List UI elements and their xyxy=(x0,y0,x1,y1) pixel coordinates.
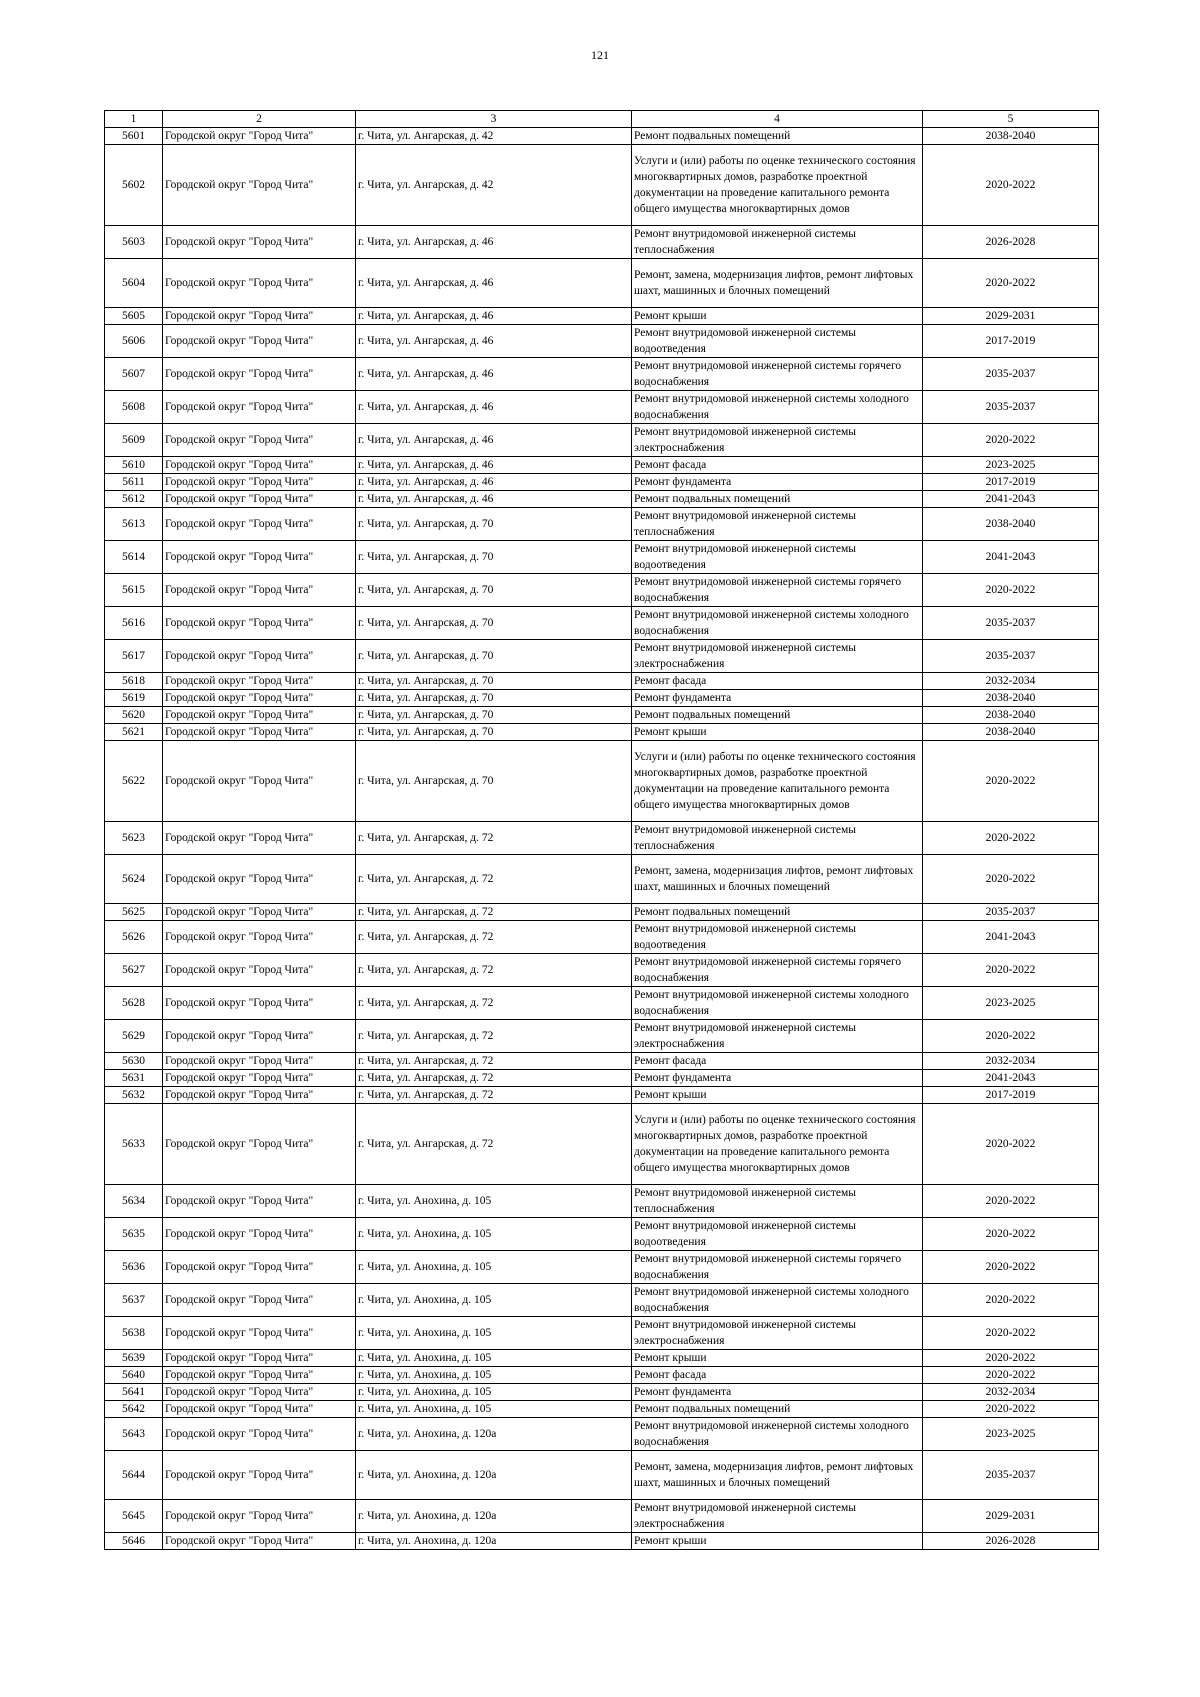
municipality-cell: Городской округ "Город Чита" xyxy=(163,128,356,145)
row-number-cell: 5616 xyxy=(105,607,163,640)
municipality-cell: Городской округ "Город Чита" xyxy=(163,1350,356,1367)
municipality-cell: Городской округ "Город Чита" xyxy=(163,724,356,741)
municipality-cell: Городской округ "Город Чита" xyxy=(163,690,356,707)
work-type-cell: Ремонт внутридомовой инженерной системы холодного водоснабжения xyxy=(632,607,923,640)
row-number-cell: 5626 xyxy=(105,921,163,954)
municipality-cell: Городской округ "Город Чита" xyxy=(163,1020,356,1053)
municipality-cell: Городской округ "Город Чита" xyxy=(163,1087,356,1104)
table-row xyxy=(105,724,1099,741)
municipality-cell: Городской округ "Город Чита" xyxy=(163,325,356,358)
period-cell: 2020-2022 xyxy=(923,424,1099,457)
period-cell: 2020-2022 xyxy=(923,1218,1099,1251)
municipality-cell: Городской округ "Город Чита" xyxy=(163,1053,356,1070)
work-type-cell: Ремонт крыши xyxy=(632,1087,923,1104)
period-cell: 2035-2037 xyxy=(923,1451,1099,1500)
municipality-cell: Городской округ "Город Чита" xyxy=(163,358,356,391)
table-row xyxy=(105,541,1099,574)
municipality-cell: Городской округ "Город Чита" xyxy=(163,1533,356,1550)
municipality-cell: Городской округ "Город Чита" xyxy=(163,1317,356,1350)
work-type-cell: Ремонт внутридомовой инженерной системы водоотведения xyxy=(632,325,923,358)
work-type-cell: Ремонт внутридомовой инженерной системы водоотведения xyxy=(632,541,923,574)
work-type-cell: Ремонт внутридомовой инженерной системы теплоснабжения xyxy=(632,1185,923,1218)
address-cell: г. Чита, ул. Анохина, д. 105 xyxy=(356,1185,632,1218)
address-cell: г. Чита, ул. Ангарская, д. 42 xyxy=(356,145,632,226)
work-type-cell: Ремонт крыши xyxy=(632,724,923,741)
row-number-cell: 5629 xyxy=(105,1020,163,1053)
work-type-cell: Ремонт, замена, модернизация лифтов, ремонт лифтовых шахт, машинных и блочных помещений xyxy=(632,1451,923,1500)
row-number-cell: 5614 xyxy=(105,541,163,574)
row-number-cell: 5606 xyxy=(105,325,163,358)
period-cell: 2020-2022 xyxy=(923,1317,1099,1350)
row-number-cell: 5613 xyxy=(105,508,163,541)
address-cell: г. Чита, ул. Ангарская, д. 72 xyxy=(356,1087,632,1104)
municipality-cell: Городской округ "Город Чита" xyxy=(163,1218,356,1251)
table-row xyxy=(105,1020,1099,1053)
row-number-cell: 5635 xyxy=(105,1218,163,1251)
period-cell: 2020-2022 xyxy=(923,1104,1099,1185)
municipality-cell: Городской округ "Город Чита" xyxy=(163,741,356,822)
table-row xyxy=(105,1317,1099,1350)
table-row xyxy=(105,987,1099,1020)
period-cell: 2041-2043 xyxy=(923,541,1099,574)
period-cell: 2035-2037 xyxy=(923,358,1099,391)
table-row xyxy=(105,1500,1099,1533)
row-number-cell: 5603 xyxy=(105,226,163,259)
work-type-cell: Услуги и (или) работы по оценке технического состояния многоквартирных домов, разработке проектной документации на проведение капитального ремонта общего имущества многоквартирных домов xyxy=(632,1104,923,1185)
work-type-cell: Ремонт внутридомовой инженерной системы холодного водоснабжения xyxy=(632,1418,923,1451)
row-number-cell: 5641 xyxy=(105,1384,163,1401)
municipality-cell: Городской округ "Город Чита" xyxy=(163,1284,356,1317)
address-cell: г. Чита, ул. Ангарская, д. 72 xyxy=(356,1104,632,1185)
table-row xyxy=(105,1251,1099,1284)
address-cell: г. Чита, ул. Ангарская, д. 42 xyxy=(356,128,632,145)
work-type-cell: Ремонт фасада xyxy=(632,673,923,690)
address-cell: г. Чита, ул. Анохина, д. 105 xyxy=(356,1367,632,1384)
row-number-cell: 5638 xyxy=(105,1317,163,1350)
period-cell: 2017-2019 xyxy=(923,325,1099,358)
row-number-cell: 5636 xyxy=(105,1251,163,1284)
address-cell: г. Чита, ул. Ангарская, д. 46 xyxy=(356,391,632,424)
address-cell: г. Чита, ул. Ангарская, д. 70 xyxy=(356,541,632,574)
period-cell: 2038-2040 xyxy=(923,508,1099,541)
table-row xyxy=(105,1070,1099,1087)
row-number-cell: 5617 xyxy=(105,640,163,673)
work-type-cell: Ремонт внутридомовой инженерной системы теплоснабжения xyxy=(632,508,923,541)
address-cell: г. Чита, ул. Ангарская, д. 46 xyxy=(356,259,632,308)
period-cell: 2035-2037 xyxy=(923,904,1099,921)
period-cell: 2020-2022 xyxy=(923,1284,1099,1317)
work-type-cell: Ремонт крыши xyxy=(632,1533,923,1550)
table-row xyxy=(105,1418,1099,1451)
address-cell: г. Чита, ул. Анохина, д. 105 xyxy=(356,1284,632,1317)
row-number-cell: 5639 xyxy=(105,1350,163,1367)
period-cell: 2035-2037 xyxy=(923,607,1099,640)
address-cell: г. Чита, ул. Ангарская, д. 72 xyxy=(356,855,632,904)
row-number-cell: 5634 xyxy=(105,1185,163,1218)
row-number-cell: 5628 xyxy=(105,987,163,1020)
table-row xyxy=(105,1384,1099,1401)
row-number-cell: 5642 xyxy=(105,1401,163,1418)
address-cell: г. Чита, ул. Ангарская, д. 70 xyxy=(356,707,632,724)
municipality-cell: Городской округ "Город Чита" xyxy=(163,1251,356,1284)
work-type-cell: Ремонт внутридомовой инженерной системы горячего водоснабжения xyxy=(632,358,923,391)
work-type-cell: Ремонт внутридомовой инженерной системы электроснабжения xyxy=(632,1500,923,1533)
municipality-cell: Городской округ "Город Чита" xyxy=(163,541,356,574)
row-number-cell: 5646 xyxy=(105,1533,163,1550)
address-cell: г. Чита, ул. Ангарская, д. 70 xyxy=(356,574,632,607)
work-type-cell: Ремонт внутридомовой инженерной системы водоотведения xyxy=(632,1218,923,1251)
period-cell: 2020-2022 xyxy=(923,741,1099,822)
table-row xyxy=(105,1185,1099,1218)
table-row xyxy=(105,1053,1099,1070)
row-number-cell: 5624 xyxy=(105,855,163,904)
period-cell: 2020-2022 xyxy=(923,574,1099,607)
address-cell: г. Чита, ул. Ангарская, д. 46 xyxy=(356,457,632,474)
table-row xyxy=(105,358,1099,391)
row-number-cell: 5632 xyxy=(105,1087,163,1104)
row-number-cell: 5610 xyxy=(105,457,163,474)
address-cell: г. Чита, ул. Ангарская, д. 72 xyxy=(356,904,632,921)
work-type-cell: Ремонт внутридомовой инженерной системы горячего водоснабжения xyxy=(632,1251,923,1284)
municipality-cell: Городской округ "Город Чита" xyxy=(163,954,356,987)
row-number-cell: 5622 xyxy=(105,741,163,822)
municipality-cell: Городской округ "Город Чита" xyxy=(163,391,356,424)
municipality-cell: Городской округ "Город Чита" xyxy=(163,822,356,855)
row-number-cell: 5633 xyxy=(105,1104,163,1185)
work-type-cell: Услуги и (или) работы по оценке технического состояния многоквартирных домов, разработке проектной документации на проведение капитального ремонта общего имущества многоквартирных домов xyxy=(632,741,923,822)
table-row xyxy=(105,1284,1099,1317)
period-cell: 2020-2022 xyxy=(923,1020,1099,1053)
page-number: 121 xyxy=(591,48,609,62)
row-number-cell: 5615 xyxy=(105,574,163,607)
header-row xyxy=(105,111,1099,128)
address-cell: г. Чита, ул. Анохина, д. 105 xyxy=(356,1251,632,1284)
period-cell: 2020-2022 xyxy=(923,259,1099,308)
municipality-cell: Городской округ "Город Чита" xyxy=(163,508,356,541)
municipality-cell: Городской округ "Город Чита" xyxy=(163,904,356,921)
address-cell: г. Чита, ул. Анохина, д. 120а xyxy=(356,1500,632,1533)
address-cell: г. Чита, ул. Ангарская, д. 70 xyxy=(356,673,632,690)
work-type-cell: Ремонт внутридомовой инженерной системы электроснабжения xyxy=(632,640,923,673)
table-row xyxy=(105,1533,1099,1550)
header-cell: 4 xyxy=(632,111,923,128)
table-row xyxy=(105,607,1099,640)
row-number-cell: 5619 xyxy=(105,690,163,707)
address-cell: г. Чита, ул. Ангарская, д. 70 xyxy=(356,607,632,640)
row-number-cell: 5602 xyxy=(105,145,163,226)
row-number-cell: 5620 xyxy=(105,707,163,724)
work-type-cell: Ремонт крыши xyxy=(632,1350,923,1367)
period-cell: 2020-2022 xyxy=(923,954,1099,987)
table-row xyxy=(105,457,1099,474)
row-number-cell: 5605 xyxy=(105,308,163,325)
table-row xyxy=(105,474,1099,491)
municipality-cell: Городской округ "Город Чита" xyxy=(163,457,356,474)
header-cell: 2 xyxy=(163,111,356,128)
work-type-cell: Ремонт фасада xyxy=(632,1367,923,1384)
row-number-cell: 5627 xyxy=(105,954,163,987)
row-number-cell: 5621 xyxy=(105,724,163,741)
period-cell: 2032-2034 xyxy=(923,1053,1099,1070)
table-row xyxy=(105,904,1099,921)
address-cell: г. Чита, ул. Ангарская, д. 70 xyxy=(356,640,632,673)
municipality-cell: Городской округ "Город Чита" xyxy=(163,259,356,308)
period-cell: 2020-2022 xyxy=(923,855,1099,904)
period-cell: 2023-2025 xyxy=(923,1418,1099,1451)
row-number-cell: 5625 xyxy=(105,904,163,921)
header-cell: 5 xyxy=(923,111,1099,128)
municipality-cell: Городской округ "Город Чита" xyxy=(163,1384,356,1401)
work-type-cell: Ремонт внутридомовой инженерной системы теплоснабжения xyxy=(632,822,923,855)
table-body xyxy=(105,111,1099,1550)
address-cell: г. Чита, ул. Анохина, д. 105 xyxy=(356,1350,632,1367)
municipality-cell: Городской округ "Город Чита" xyxy=(163,1451,356,1500)
period-cell: 2035-2037 xyxy=(923,391,1099,424)
period-cell: 2041-2043 xyxy=(923,921,1099,954)
municipality-cell: Городской округ "Город Чита" xyxy=(163,1185,356,1218)
period-cell: 2038-2040 xyxy=(923,707,1099,724)
work-type-cell: Ремонт, замена, модернизация лифтов, ремонт лифтовых шахт, машинных и блочных помещений xyxy=(632,855,923,904)
period-cell: 2026-2028 xyxy=(923,226,1099,259)
period-cell: 2029-2031 xyxy=(923,308,1099,325)
work-type-cell: Ремонт внутридомовой инженерной системы горячего водоснабжения xyxy=(632,574,923,607)
table-row xyxy=(105,1218,1099,1251)
municipality-cell: Городской округ "Город Чита" xyxy=(163,226,356,259)
row-number-cell: 5607 xyxy=(105,358,163,391)
capital-repair-table xyxy=(104,110,1099,1550)
table-row xyxy=(105,226,1099,259)
address-cell: г. Чита, ул. Анохина, д. 120а xyxy=(356,1533,632,1550)
municipality-cell: Городской округ "Город Чита" xyxy=(163,921,356,954)
period-cell: 2020-2022 xyxy=(923,145,1099,226)
address-cell: г. Чита, ул. Анохина, д. 105 xyxy=(356,1317,632,1350)
work-type-cell: Ремонт внутридомовой инженерной системы холодного водоснабжения xyxy=(632,391,923,424)
table-row xyxy=(105,508,1099,541)
table-row xyxy=(105,1104,1099,1185)
work-type-cell: Ремонт подвальных помещений xyxy=(632,491,923,508)
table-row xyxy=(105,145,1099,226)
table-row xyxy=(105,491,1099,508)
period-cell: 2020-2022 xyxy=(923,822,1099,855)
address-cell: г. Чита, ул. Ангарская, д. 72 xyxy=(356,1070,632,1087)
work-type-cell: Ремонт фасада xyxy=(632,1053,923,1070)
municipality-cell: Городской округ "Город Чита" xyxy=(163,607,356,640)
table-row xyxy=(105,1451,1099,1500)
table-row xyxy=(105,391,1099,424)
table-row xyxy=(105,921,1099,954)
municipality-cell: Городской округ "Город Чита" xyxy=(163,1367,356,1384)
row-number-cell: 5618 xyxy=(105,673,163,690)
address-cell: г. Чита, ул. Ангарская, д. 70 xyxy=(356,690,632,707)
address-cell: г. Чита, ул. Анохина, д. 105 xyxy=(356,1218,632,1251)
municipality-cell: Городской округ "Город Чита" xyxy=(163,145,356,226)
table-row xyxy=(105,707,1099,724)
row-number-cell: 5637 xyxy=(105,1284,163,1317)
municipality-cell: Городской округ "Город Чита" xyxy=(163,707,356,724)
municipality-cell: Городской округ "Город Чита" xyxy=(163,640,356,673)
period-cell: 2041-2043 xyxy=(923,1070,1099,1087)
municipality-cell: Городской округ "Город Чита" xyxy=(163,1401,356,1418)
work-type-cell: Ремонт фундамента xyxy=(632,1384,923,1401)
work-type-cell: Ремонт крыши xyxy=(632,308,923,325)
table-row xyxy=(105,1350,1099,1367)
address-cell: г. Чита, ул. Ангарская, д. 46 xyxy=(356,424,632,457)
address-cell: г. Чита, ул. Ангарская, д. 72 xyxy=(356,822,632,855)
address-cell: г. Чита, ул. Ангарская, д. 72 xyxy=(356,1020,632,1053)
period-cell: 2020-2022 xyxy=(923,1185,1099,1218)
work-type-cell: Ремонт внутридомовой инженерной системы холодного водоснабжения xyxy=(632,1284,923,1317)
period-cell: 2020-2022 xyxy=(923,1251,1099,1284)
work-type-cell: Ремонт подвальных помещений xyxy=(632,707,923,724)
period-cell: 2020-2022 xyxy=(923,1350,1099,1367)
address-cell: г. Чита, ул. Ангарская, д. 70 xyxy=(356,508,632,541)
work-type-cell: Ремонт внутридомовой инженерной системы водоотведения xyxy=(632,921,923,954)
work-type-cell: Ремонт внутридомовой инженерной системы горячего водоснабжения xyxy=(632,954,923,987)
row-number-cell: 5645 xyxy=(105,1500,163,1533)
municipality-cell: Городской округ "Город Чита" xyxy=(163,308,356,325)
table-row xyxy=(105,741,1099,822)
municipality-cell: Городской округ "Город Чита" xyxy=(163,987,356,1020)
work-type-cell: Ремонт внутридомовой инженерной системы холодного водоснабжения xyxy=(632,987,923,1020)
period-cell: 2038-2040 xyxy=(923,128,1099,145)
period-cell: 2026-2028 xyxy=(923,1533,1099,1550)
municipality-cell: Городской округ "Город Чита" xyxy=(163,574,356,607)
table-row xyxy=(105,1367,1099,1384)
address-cell: г. Чита, ул. Ангарская, д. 72 xyxy=(356,987,632,1020)
municipality-cell: Городской округ "Город Чита" xyxy=(163,1070,356,1087)
work-type-cell: Ремонт подвальных помещений xyxy=(632,904,923,921)
period-cell: 2038-2040 xyxy=(923,724,1099,741)
period-cell: 2032-2034 xyxy=(923,1384,1099,1401)
work-type-cell: Ремонт внутридомовой инженерной системы электроснабжения xyxy=(632,1020,923,1053)
row-number-cell: 5612 xyxy=(105,491,163,508)
work-type-cell: Ремонт внутридомовой инженерной системы электроснабжения xyxy=(632,1317,923,1350)
municipality-cell: Городской округ "Город Чита" xyxy=(163,424,356,457)
address-cell: г. Чита, ул. Ангарская, д. 46 xyxy=(356,491,632,508)
municipality-cell: Городской округ "Город Чита" xyxy=(163,673,356,690)
address-cell: г. Чита, ул. Анохина, д. 105 xyxy=(356,1384,632,1401)
table-row xyxy=(105,822,1099,855)
row-number-cell: 5608 xyxy=(105,391,163,424)
address-cell: г. Чита, ул. Анохина, д. 105 xyxy=(356,1401,632,1418)
table-row xyxy=(105,424,1099,457)
row-number-cell: 5644 xyxy=(105,1451,163,1500)
table-row xyxy=(105,574,1099,607)
header-cell: 1 xyxy=(105,111,163,128)
period-cell: 2029-2031 xyxy=(923,1500,1099,1533)
work-type-cell: Ремонт внутридомовой инженерной системы теплоснабжения xyxy=(632,226,923,259)
row-number-cell: 5623 xyxy=(105,822,163,855)
work-type-cell: Ремонт фундамента xyxy=(632,690,923,707)
row-number-cell: 5609 xyxy=(105,424,163,457)
table-row xyxy=(105,325,1099,358)
table-row xyxy=(105,128,1099,145)
work-type-cell: Ремонт фасада xyxy=(632,457,923,474)
row-number-cell: 5611 xyxy=(105,474,163,491)
period-cell: 2035-2037 xyxy=(923,640,1099,673)
row-number-cell: 5640 xyxy=(105,1367,163,1384)
row-number-cell: 5631 xyxy=(105,1070,163,1087)
period-cell: 2020-2022 xyxy=(923,1401,1099,1418)
address-cell: г. Чита, ул. Анохина, д. 120а xyxy=(356,1418,632,1451)
municipality-cell: Городской округ "Город Чита" xyxy=(163,474,356,491)
municipality-cell: Городской округ "Город Чита" xyxy=(163,1500,356,1533)
row-number-cell: 5601 xyxy=(105,128,163,145)
municipality-cell: Городской округ "Город Чита" xyxy=(163,1104,356,1185)
work-type-cell: Услуги и (или) работы по оценке технического состояния многоквартирных домов, разработке проектной документации на проведение капитального ремонта общего имущества многоквартирных домов xyxy=(632,145,923,226)
period-cell: 2017-2019 xyxy=(923,1087,1099,1104)
table-row xyxy=(105,954,1099,987)
period-cell: 2023-2025 xyxy=(923,987,1099,1020)
row-number-cell: 5604 xyxy=(105,259,163,308)
municipality-cell: Городской округ "Город Чита" xyxy=(163,1418,356,1451)
table-row xyxy=(105,1401,1099,1418)
municipality-cell: Городской округ "Город Чита" xyxy=(163,855,356,904)
address-cell: г. Чита, ул. Ангарская, д. 46 xyxy=(356,226,632,259)
table-row xyxy=(105,259,1099,308)
work-type-cell: Ремонт подвальных помещений xyxy=(632,1401,923,1418)
address-cell: г. Чита, ул. Ангарская, д. 72 xyxy=(356,921,632,954)
period-cell: 2017-2019 xyxy=(923,474,1099,491)
period-cell: 2020-2022 xyxy=(923,1367,1099,1384)
table-row xyxy=(105,855,1099,904)
table-row xyxy=(105,308,1099,325)
work-type-cell: Ремонт, замена, модернизация лифтов, ремонт лифтовых шахт, машинных и блочных помещений xyxy=(632,259,923,308)
address-cell: г. Чита, ул. Ангарская, д. 46 xyxy=(356,358,632,391)
period-cell: 2032-2034 xyxy=(923,673,1099,690)
work-type-cell: Ремонт фундамента xyxy=(632,1070,923,1087)
period-cell: 2023-2025 xyxy=(923,457,1099,474)
row-number-cell: 5643 xyxy=(105,1418,163,1451)
table-row xyxy=(105,1087,1099,1104)
work-type-cell: Ремонт подвальных помещений xyxy=(632,128,923,145)
address-cell: г. Чита, ул. Ангарская, д. 70 xyxy=(356,724,632,741)
municipality-cell: Городской округ "Город Чита" xyxy=(163,491,356,508)
address-cell: г. Чита, ул. Ангарская, д. 46 xyxy=(356,308,632,325)
period-cell: 2041-2043 xyxy=(923,491,1099,508)
table-row xyxy=(105,640,1099,673)
address-cell: г. Чита, ул. Анохина, д. 120а xyxy=(356,1451,632,1500)
address-cell: г. Чита, ул. Ангарская, д. 46 xyxy=(356,474,632,491)
table-row xyxy=(105,673,1099,690)
address-cell: г. Чита, ул. Ангарская, д. 72 xyxy=(356,954,632,987)
work-type-cell: Ремонт внутридомовой инженерной системы электроснабжения xyxy=(632,424,923,457)
row-number-cell: 5630 xyxy=(105,1053,163,1070)
work-type-cell: Ремонт фундамента xyxy=(632,474,923,491)
header-cell: 3 xyxy=(356,111,632,128)
address-cell: г. Чита, ул. Ангарская, д. 70 xyxy=(356,741,632,822)
table-row xyxy=(105,690,1099,707)
period-cell: 2038-2040 xyxy=(923,690,1099,707)
address-cell: г. Чита, ул. Ангарская, д. 72 xyxy=(356,1053,632,1070)
address-cell: г. Чита, ул. Ангарская, д. 46 xyxy=(356,325,632,358)
